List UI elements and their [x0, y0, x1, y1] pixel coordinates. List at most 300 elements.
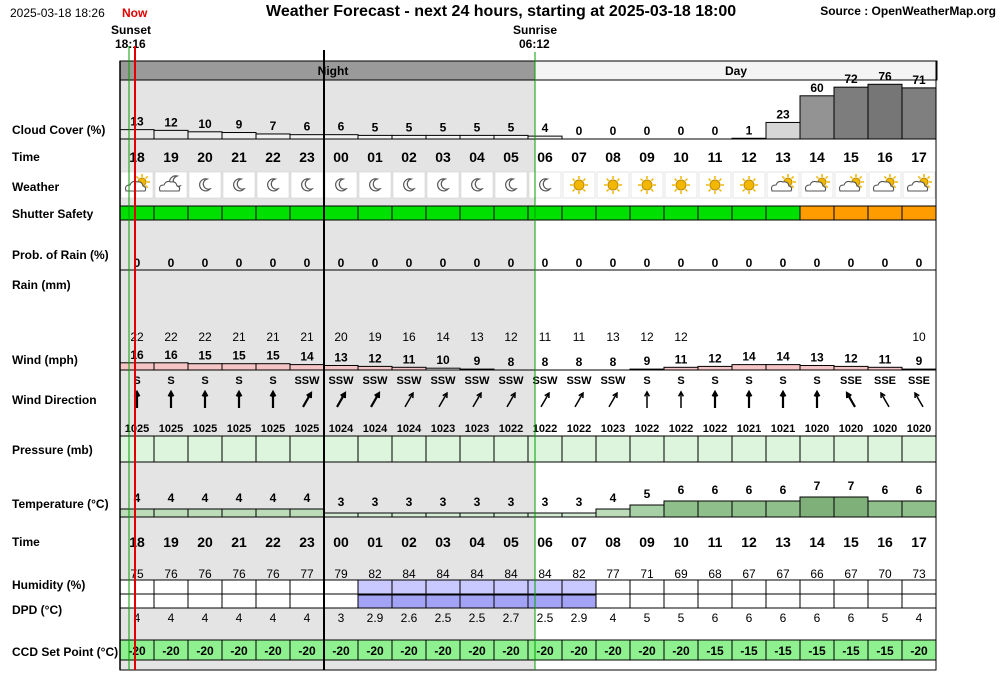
row-label-ccd: CCD Set Point (°C): [12, 645, 119, 659]
time-label: 04: [469, 149, 485, 165]
wind-speed-bar: [222, 364, 256, 370]
cloud-cover-bar: [256, 134, 290, 139]
pressure-value: 1021: [736, 423, 762, 435]
shutter-safety-cell: [562, 206, 596, 220]
rain-probability-value: 0: [201, 256, 209, 270]
temperature-value: 6: [677, 483, 685, 497]
temperature-bar: [766, 501, 800, 517]
dpd-value: 2.5: [536, 611, 554, 625]
ccd-value: -20: [230, 644, 248, 658]
time-label: 02: [401, 149, 417, 165]
rain-probability-value: 0: [507, 256, 515, 270]
shutter-safety-cell: [460, 206, 494, 220]
wind-speed-bar: [120, 363, 154, 370]
row-label-pressure: Pressure (mb): [12, 443, 93, 457]
shutter-safety-cell: [222, 206, 256, 220]
cloud-cover-value: 5: [371, 120, 379, 135]
time-label-bottom: 11: [707, 534, 723, 550]
sun-icon: [608, 180, 618, 190]
wind-direction-label: SSW: [362, 375, 388, 387]
wind-speed-value: 9: [643, 354, 651, 369]
pressure-value: 1020: [804, 423, 830, 435]
rain-probability-value: 0: [541, 256, 549, 270]
cloud-cover-value: 0: [711, 124, 719, 138]
time-label-bottom: 05: [503, 534, 519, 550]
time-label: 17: [911, 149, 927, 165]
wind-speed-value: 9: [473, 354, 481, 369]
humidity-value: 66: [810, 567, 824, 581]
cloud-cover-value: 5: [473, 120, 481, 135]
humidity-value: 67: [844, 567, 858, 581]
wind-gust-value: 11: [572, 330, 586, 344]
temperature-bar: [698, 501, 732, 517]
wind-direction-label: S: [813, 375, 821, 387]
wind-gust-value: 13: [606, 330, 620, 344]
time-label: 18: [129, 149, 145, 165]
dpd-value: 4: [303, 611, 311, 625]
pressure-value: 1025: [226, 423, 252, 435]
wind-speed-bar: [766, 365, 800, 370]
cloud-cover-value: 12: [164, 115, 178, 130]
pressure-value: 1022: [498, 423, 524, 435]
cloud-cover-bar: [902, 88, 936, 139]
dpd-value: 2.5: [468, 611, 486, 625]
wind-gust-value: 19: [368, 330, 382, 344]
time-label: 11: [707, 149, 723, 165]
wind-speed-bar: [834, 366, 868, 370]
rain-probability-value: 0: [915, 256, 923, 270]
humidity-band: [358, 595, 392, 608]
cloud-cover-value: 10: [198, 116, 212, 131]
wind-direction-label: SSW: [600, 375, 626, 387]
pressure-value: 1022: [532, 423, 558, 435]
ccd-value: -15: [808, 644, 826, 658]
temperature-value: 6: [711, 483, 719, 497]
rain-probability-value: 0: [337, 256, 345, 270]
weather-cell: [393, 172, 425, 198]
ccd-value: -20: [502, 644, 520, 658]
humidity-band: [426, 595, 460, 608]
time-label: 09: [639, 149, 655, 165]
shutter-safety-cell: [324, 206, 358, 220]
time-label-bottom: 04: [469, 534, 485, 550]
pressure-cell: [392, 436, 426, 462]
weather-cell: [223, 172, 255, 198]
dpd-value: 4: [201, 611, 209, 625]
humidity-value: 84: [402, 567, 416, 581]
dpd-value: 4: [167, 611, 175, 625]
ccd-value: -15: [740, 644, 758, 658]
wind-direction-label: S: [643, 375, 651, 387]
time-label: 07: [571, 149, 587, 165]
ccd-value: -20: [570, 644, 588, 658]
temperature-value: 3: [371, 495, 379, 509]
row-label-rain: Rain (mm): [12, 278, 71, 292]
shutter-safety-cell: [188, 206, 222, 220]
humidity-value: 75: [130, 567, 144, 581]
wind-speed-bar: [800, 366, 834, 371]
wind-speed-value: 16: [164, 347, 178, 362]
time-label-bottom: 18: [129, 534, 145, 550]
wind-speed-value: 14: [300, 349, 314, 364]
rain-probability-value: 0: [439, 256, 447, 270]
wind-direction-label: SSW: [566, 375, 592, 387]
pressure-cell: [800, 436, 834, 462]
temperature-value: 6: [881, 483, 889, 497]
ccd-value: -20: [366, 644, 384, 658]
cloud-cover-bar: [426, 135, 460, 139]
pressure-cell: [426, 436, 460, 462]
shutter-safety-cell: [120, 206, 154, 220]
sunset-label: Sunset: [111, 23, 152, 37]
humidity-value: 69: [674, 567, 688, 581]
humidity-value: 77: [606, 567, 620, 581]
pressure-cell: [766, 436, 800, 462]
weather-cell: [427, 172, 459, 198]
humidity-value: 84: [470, 567, 484, 581]
night-label: Night: [317, 64, 349, 78]
row-label-weather: Weather: [12, 180, 60, 194]
wind-direction-label: S: [745, 375, 753, 387]
rain-probability-value: 0: [813, 256, 821, 270]
pressure-cell: [732, 436, 766, 462]
wind-direction-label: SSW: [396, 375, 422, 387]
cloud-cover-value: 60: [810, 80, 824, 95]
wind-direction-label: S: [779, 375, 787, 387]
time-label-bottom: 13: [775, 534, 791, 550]
temperature-bar: [902, 501, 936, 517]
dpd-value: 2.5: [434, 611, 452, 625]
wind-gust-value: 22: [198, 330, 212, 344]
rain-probability-value: 0: [473, 256, 481, 270]
cloud-cover-value: 0: [609, 124, 617, 138]
humidity-value: 68: [708, 567, 722, 581]
shutter-safety-cell: [698, 206, 732, 220]
humidity-value: 71: [640, 567, 654, 581]
pressure-value: 1025: [124, 423, 150, 435]
cloud-cover-bar: [358, 135, 392, 139]
now-label: Now: [122, 6, 148, 20]
cloud-cover-value: 5: [405, 120, 413, 135]
temperature-bar: [290, 509, 324, 517]
time-label-bottom: 17: [911, 534, 927, 550]
wind-speed-value: 8: [541, 355, 549, 369]
dpd-value: 2.9: [570, 611, 588, 625]
dpd-value: 6: [779, 611, 787, 625]
rain-probability-value: 0: [609, 256, 617, 270]
wind-speed-bar: [732, 365, 766, 370]
rain-probability-value: 0: [575, 256, 583, 270]
dpd-value: 2.6: [400, 611, 418, 625]
ccd-value: -20: [298, 644, 316, 658]
time-label: 23: [299, 149, 315, 165]
row-label-wind: Wind (mph): [12, 353, 78, 367]
ccd-value: -20: [162, 644, 180, 658]
wind-direction-label: S: [133, 375, 141, 387]
weather-cell: [495, 172, 527, 198]
temperature-bar: [222, 509, 256, 517]
humidity-value: 76: [232, 567, 246, 581]
wind-gust-value: 13: [470, 330, 484, 344]
sun-icon: [676, 180, 686, 190]
shutter-safety-cell: [290, 206, 324, 220]
wind-speed-value: 15: [266, 348, 280, 363]
pressure-value: 1020: [838, 423, 864, 435]
humidity-value: 67: [742, 567, 756, 581]
wind-speed-bar: [154, 363, 188, 370]
shutter-safety-cell: [494, 206, 528, 220]
pressure-value: 1025: [260, 423, 286, 435]
cloud-cover-value: 6: [337, 119, 345, 134]
rain-probability-value: 0: [643, 256, 651, 270]
wind-direction-label: SSW: [294, 375, 320, 387]
rain-probability-value: 0: [235, 256, 243, 270]
ccd-value: -15: [774, 644, 792, 658]
cloud-cover-bar: [120, 130, 154, 139]
pressure-cell: [902, 436, 936, 462]
pressure-cell: [120, 436, 154, 462]
dpd-value: 4: [915, 611, 923, 625]
time-label: 22: [265, 149, 281, 165]
wind-direction-label: SSE: [839, 375, 863, 387]
ccd-value: -20: [400, 644, 418, 658]
rain-probability-value: 0: [711, 256, 719, 270]
humidity-value: 79: [334, 567, 348, 581]
temperature-value: 3: [541, 495, 549, 509]
temperature-value: 3: [439, 495, 447, 509]
temperature-value: 6: [915, 483, 923, 497]
pressure-cell: [324, 436, 358, 462]
cloud-cover-value: 5: [507, 120, 515, 135]
wind-speed-value: 15: [198, 348, 212, 363]
sunrise-label: Sunrise: [513, 23, 558, 37]
wind-gust-value: 12: [674, 330, 688, 344]
humidity-value: 84: [538, 567, 552, 581]
humidity-value: 76: [266, 567, 280, 581]
time-label: 12: [741, 149, 757, 165]
pressure-value: 1022: [634, 423, 660, 435]
ccd-value: -20: [434, 644, 452, 658]
pressure-value: 1022: [702, 423, 728, 435]
rain-probability-value: 0: [745, 256, 753, 270]
wind-direction-label: S: [711, 375, 719, 387]
temperature-bar: [528, 513, 562, 517]
time-label: 01: [367, 149, 383, 165]
weather-cell: [359, 172, 391, 198]
temperature-value: 6: [779, 483, 787, 497]
temperature-bar: [256, 509, 290, 517]
ccd-value: -15: [706, 644, 724, 658]
pressure-value: 1025: [192, 423, 218, 435]
shutter-safety-cell: [528, 206, 562, 220]
rain-probability-value: 0: [133, 256, 141, 270]
temperature-value: 3: [405, 495, 413, 509]
rain-probability-value: 0: [847, 256, 855, 270]
pressure-value: 1022: [566, 423, 592, 435]
pressure-cell: [868, 436, 902, 462]
temperature-bar: [494, 513, 528, 517]
humidity-value: 82: [368, 567, 382, 581]
shutter-safety-cell: [426, 206, 460, 220]
wind-gust-value: 12: [640, 330, 654, 344]
cloud-cover-value: 72: [844, 72, 858, 87]
cloud-cover-value: 13: [130, 114, 144, 129]
temperature-bar: [868, 501, 902, 517]
cloud-cover-value: 0: [643, 124, 651, 138]
wind-speed-value: 11: [878, 352, 892, 367]
shutter-safety-cell: [834, 206, 868, 220]
ccd-value: -15: [842, 644, 860, 658]
wind-direction-label: SSW: [464, 375, 490, 387]
ccd-value: -20: [638, 644, 656, 658]
wind-speed-bar: [256, 364, 290, 370]
temperature-bar: [188, 509, 222, 517]
rain-probability-value: 0: [881, 256, 889, 270]
time-label: 00: [333, 149, 349, 165]
pressure-value: 1025: [294, 423, 320, 435]
shutter-safety-cell: [868, 206, 902, 220]
humidity-band: [494, 595, 528, 608]
ccd-value: -20: [468, 644, 486, 658]
pressure-value: 1023: [464, 423, 490, 435]
pressure-value: 1024: [328, 423, 354, 435]
wind-direction-label: SSW: [430, 375, 456, 387]
temperature-bar: [324, 513, 358, 517]
wind-direction-label: SSE: [907, 375, 931, 387]
humidity-value: 84: [504, 567, 518, 581]
row-label-time: Time: [12, 150, 40, 164]
row-label-time-2: Time: [12, 535, 40, 549]
dpd-value: 6: [711, 611, 719, 625]
wind-speed-value: 15: [232, 348, 246, 363]
temperature-bar: [460, 513, 494, 517]
wind-speed-bar: [188, 364, 222, 370]
dpd-value: 5: [881, 611, 889, 625]
temperature-bar: [834, 497, 868, 517]
ccd-value: -20: [604, 644, 622, 658]
cloud-cover-value: 76: [878, 69, 892, 84]
dpd-value: 4: [133, 611, 141, 625]
ccd-value: -20: [536, 644, 554, 658]
wind-speed-value: 9: [915, 354, 923, 369]
wind-speed-value: 14: [742, 349, 756, 364]
cloud-cover-bar: [834, 87, 868, 139]
wind-gust-value: 21: [266, 330, 280, 344]
temperature-value: 7: [847, 479, 855, 493]
cloud-cover-bar: [324, 135, 358, 139]
time-label-bottom: 16: [877, 534, 893, 550]
rain-probability-value: 0: [677, 256, 685, 270]
cloud-cover-bar: [154, 130, 188, 139]
time-label: 05: [503, 149, 519, 165]
cloud-cover-bar: [766, 122, 800, 139]
pressure-value: 1025: [158, 423, 184, 435]
weather-cell: [529, 172, 561, 198]
pressure-value: 1020: [906, 423, 932, 435]
time-label: 19: [163, 149, 179, 165]
temperature-bar: [358, 513, 392, 517]
time-label-bottom: 03: [435, 534, 451, 550]
wind-direction-label: SSE: [873, 375, 897, 387]
time-label-bottom: 23: [299, 534, 315, 550]
humidity-value: 70: [878, 567, 892, 581]
time-label-bottom: 21: [231, 534, 247, 550]
temperature-value: 7: [813, 479, 821, 493]
pressure-cell: [664, 436, 698, 462]
wind-gust-value: 21: [232, 330, 246, 344]
wind-speed-value: 10: [436, 353, 450, 368]
temperature-value: 3: [473, 495, 481, 509]
time-label: 14: [809, 149, 825, 165]
temperature-bar: [426, 513, 460, 517]
ccd-value: -20: [128, 644, 146, 658]
temperature-bar: [392, 513, 426, 517]
time-label-bottom: 15: [843, 534, 859, 550]
time-label: 21: [231, 149, 247, 165]
temperature-value: 4: [235, 491, 243, 505]
sun-icon: [744, 180, 754, 190]
shutter-safety-cell: [664, 206, 698, 220]
pressure-value: 1023: [600, 423, 626, 435]
time-label-bottom: 07: [571, 534, 587, 550]
wind-speed-value: 14: [776, 349, 790, 364]
dpd-value: 6: [813, 611, 821, 625]
weather-cell: [325, 172, 357, 198]
humidity-band: [528, 595, 562, 608]
cloud-cover-bar: [290, 135, 324, 139]
shutter-safety-cell: [596, 206, 630, 220]
temperature-bar: [596, 509, 630, 517]
dpd-value: 5: [643, 611, 651, 625]
cloud-cover-bar: [494, 135, 528, 139]
temperature-value: 4: [133, 491, 141, 505]
wind-direction-label: SSW: [498, 375, 524, 387]
wind-speed-bar: [324, 366, 358, 371]
cloud-cover-value: 0: [575, 124, 583, 138]
rain-probability-value: 0: [269, 256, 277, 270]
weather-cell: [461, 172, 493, 198]
time-label-bottom: 01: [367, 534, 383, 550]
temperature-bar: [800, 497, 834, 517]
wind-direction-label: S: [167, 375, 175, 387]
pressure-cell: [562, 436, 596, 462]
time-label-bottom: 20: [197, 534, 213, 550]
wind-speed-bar: [358, 366, 392, 370]
wind-gust-value: 10: [912, 330, 926, 344]
humidity-value: 77: [300, 567, 314, 581]
shutter-safety-cell: [800, 206, 834, 220]
data-source: Source : OpenWeatherMap.org: [820, 4, 996, 18]
wind-speed-value: 11: [402, 352, 416, 367]
wind-speed-bar: [698, 366, 732, 370]
temperature-value: 5: [643, 487, 651, 501]
temperature-bar: [630, 505, 664, 517]
cloud-cover-value: 1: [745, 123, 753, 138]
pressure-cell: [222, 436, 256, 462]
wind-gust-value: 11: [538, 330, 552, 344]
wind-gust-value: 12: [504, 330, 518, 344]
pressure-cell: [188, 436, 222, 462]
ccd-value: -20: [910, 644, 928, 658]
dpd-value: 4: [609, 611, 617, 625]
shutter-safety-cell: [732, 206, 766, 220]
time-label-bottom: 02: [401, 534, 417, 550]
shutter-safety-cell: [902, 206, 936, 220]
time-label: 06: [537, 149, 553, 165]
pressure-cell: [834, 436, 868, 462]
wind-speed-value: 8: [507, 355, 515, 369]
humidity-band: [460, 595, 494, 608]
